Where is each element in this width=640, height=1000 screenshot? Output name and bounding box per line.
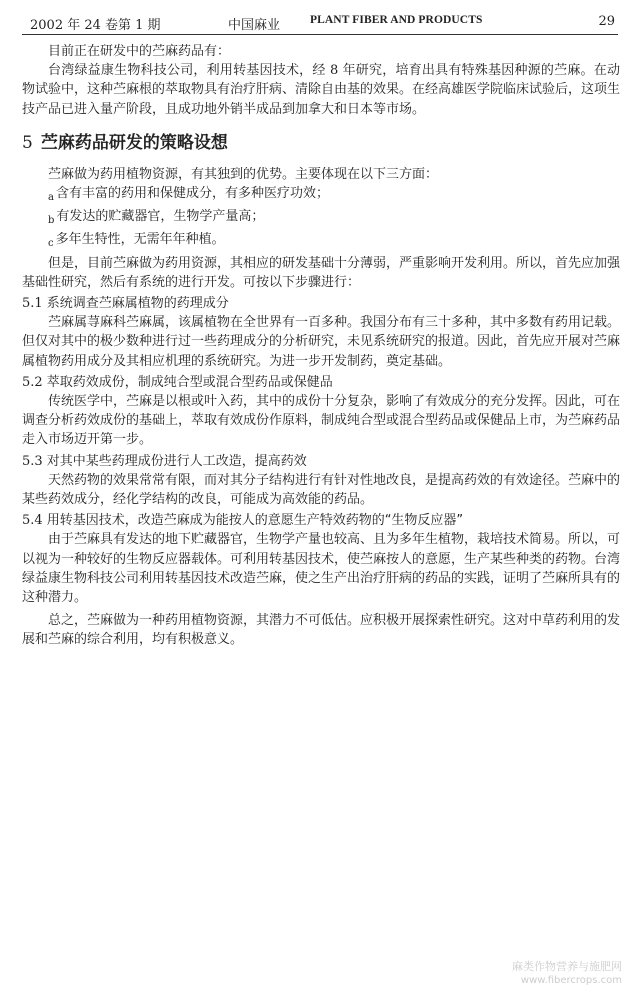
subsection-paragraph: 天然药物的效果常常有限，而对其分子结构进行有针对性地改良，是提高药效的有效途径。苎麻中的某些药效成分，经化学结构的改良，可能成为高效能的药品。 — [22, 472, 621, 508]
journal-issue: 2002 年 24 卷第 1 期 — [30, 18, 161, 33]
journal-name-cn: 中国麻业 — [228, 18, 281, 33]
section-paragraph: 但是，目前苎麻做为药用资源，其相应的研发基础十分薄弱，严重影响开发利用。所以，首先应加强基础性研究，然后有系统的进行开发。可按以下步骤进行： — [22, 255, 621, 290]
conclusion-paragraph: 总之，苎麻做为一种药用植物资源，其潜力不可低估。应积极开展探索性研究。这对中草药利用的发展和苎麻的综合利用，均有积极意义。 — [22, 613, 621, 648]
journal-name-en: PLANT FIBER AND PRODUCTS — [310, 14, 483, 26]
header-rule — [22, 34, 618, 35]
subsection-heading: 5.4 用转基因技术，改造苎麻成为能按人的意愿生产特效药物的“生物反应器” — [22, 513, 464, 529]
intro-line: 目前正在研发中的苎麻药品有： — [48, 44, 231, 59]
section-heading — [22, 131, 620, 155]
list-label: b — [48, 215, 55, 227]
list-item: $_a$ 含有丰富的药用和保健成分，有多种医疗功效； — [48, 186, 329, 204]
list-item: $_b$ 有发达的贮藏器官，生物学产量高； — [48, 209, 265, 227]
intro-paragraph: 台湾绿益康生物科技公司，利用转基因技术，经 8 年研究，培育出具有特殊基因种源的苎麻。在动物试验中，这种苎麻根的萃取物具有治疗肝病、清除自由基的效果。在经高雄医学院临床试验后，这项生技产品已进入量产阶段，且成功地外销半成品到加拿大和日本等市场。 — [22, 63, 621, 117]
list-label: a — [48, 192, 54, 204]
subsection-heading: 5.1 系统调查苎麻属植物的药理成分 — [22, 296, 229, 312]
page-header — [30, 12, 615, 34]
subsection-heading: 5.3 对其中某些药理成份进行人工改造，提高药效 — [22, 453, 307, 469]
list-item: $_c$ 多年生特性，无需年年种植。 — [48, 232, 225, 250]
section-paragraph: 苎麻做为药用植物资源，有其独到的优势。主要体现在以下三方面： — [48, 166, 439, 182]
subsection-paragraph: 由于苎麻具有发达的地下贮藏器官，生物学产量也较高、且为多年生植物，栽培技术简易。所以，可以视为一种较好的生物反应器载体。可利用转基因技术，使苎麻按人的意愿，生产某些种类的药物。台湾绿益康生物科技公司利用转基因技术改造苎麻，使之生产出治疗肝病的药品的实践，证明了苎麻所具有的这种潜力。 — [22, 532, 621, 606]
subsection-paragraph: 苎麻属荨麻科苎麻属，该属植物在全世界有一百多种。我国分布有三十多种，其中多数有药用记载。但仅对其中的极少数种进行过一些药理成分的分析研究，未见系统研究的报道。因此，首先应开展对苎麻属植物药用成分及其相应机理的系统研究。为进一步开发制药，奠定基础。 — [22, 315, 621, 369]
article-body — [22, 42, 620, 650]
watermark-url: www.fibercrops.com — [520, 975, 622, 986]
watermark-text: 麻类作物营养与施肥网 — [512, 960, 622, 973]
subsection-paragraph: 传统医学中，苎麻是以根或叶入药，其中的成份十分复杂，影响了有效成分的充分发挥。因此，可在调查分析药效成份的基础上，萃取有效成份作原料，制成纯合型或混合型药品或保健品上市，为苎麻药品走入市场迈开第一步。 — [22, 394, 621, 448]
list-label: c — [48, 238, 54, 250]
page-number: 29 — [598, 14, 615, 29]
site-watermark — [512, 960, 622, 988]
section-number: 5 — [22, 132, 33, 153]
section-title: 苎麻药品研发的策略设想 — [40, 132, 228, 153]
subsection-heading: 5.2 萃取药效成份，制成纯合型或混合型药品或保健品 — [22, 374, 333, 390]
